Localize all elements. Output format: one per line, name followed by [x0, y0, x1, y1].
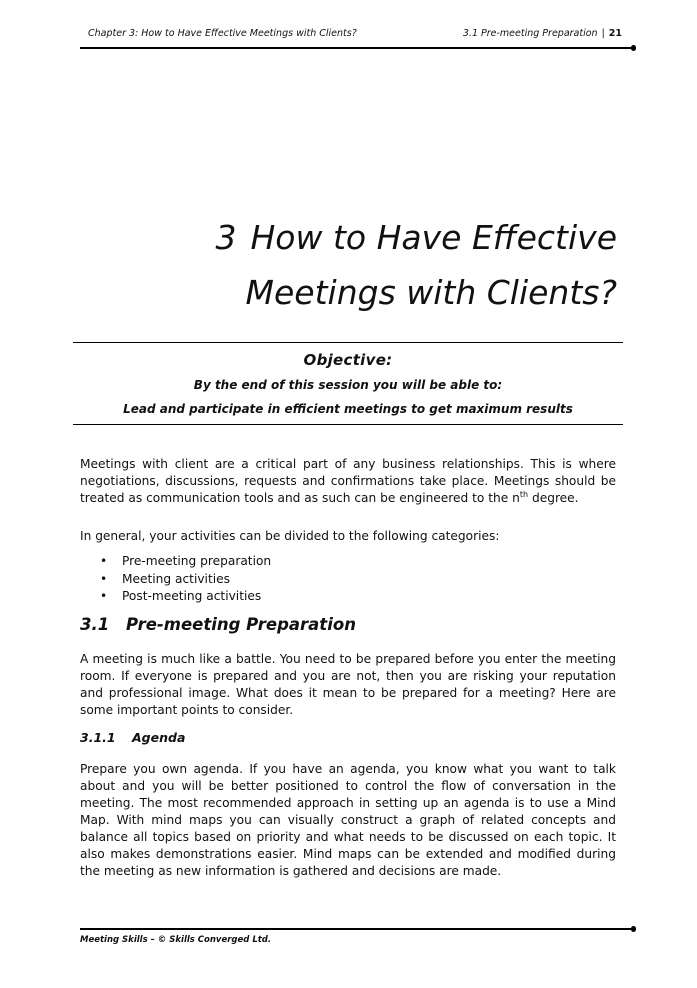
- header-rule: [80, 47, 633, 49]
- categories-list: [100, 553, 271, 606]
- header-rule-dot: [631, 45, 637, 51]
- list-item-text: Meeting activities: [122, 571, 230, 586]
- section-title: Pre-meeting Preparation: [126, 615, 356, 634]
- section-number: 3.1: [80, 615, 110, 634]
- categories-intro: In general, your activities can be divided to the following categories:: [80, 529, 500, 543]
- intro-paragraph: [80, 456, 616, 507]
- list-item-text: Pre-meeting preparation: [122, 554, 272, 568]
- header-separator: |: [601, 28, 605, 39]
- page-number: 21: [608, 28, 622, 39]
- section-heading: [80, 615, 356, 634]
- footer-rule: [80, 928, 633, 930]
- footer-rule-dot: [631, 926, 637, 932]
- subsection-title: Agenda: [132, 730, 186, 745]
- chapter-title: [77, 210, 617, 320]
- intro-paragraph-sup: th: [519, 489, 529, 499]
- objective-heading: Objective:: [303, 351, 393, 369]
- list-item: [100, 571, 271, 589]
- footer-text: Meeting Skills – © Skills Converged Ltd.: [80, 935, 272, 945]
- intro-paragraph-main: Meetings with client are a critical part of any business relationships. This is where negotiations, discussions, requests and confirmations take place. Meetings should be treated as communication tools and as such can be engineered to the n: [80, 457, 616, 505]
- bullet: •: [100, 554, 108, 568]
- chapter-title-line1: [77, 210, 617, 265]
- subsection-paragraph: Prepare you own agenda. If you have an agenda, you know what you want to talk about and you will be better positioned to control the flow of conversation in the meeting. The most recommended approach in setting up an agenda is to use a Mind Map. With mind maps you can visually construct a graph of related concepts and balance all topics based on priority and what needs to be discussed on each topic. It also makes demonstrations easier. Mind maps can be extended and modified during the meeting as new information is gathered and decisions are made.: [80, 762, 616, 878]
- list-item-text: Post-meeting activities: [122, 589, 262, 603]
- intro-paragraph-end: degree.: [528, 491, 579, 505]
- subsection-heading: [80, 730, 185, 745]
- objective-subheading: By the end of this session you will be able to:: [193, 378, 503, 392]
- chapter-title-text1: How to Have Effective: [250, 218, 617, 257]
- objective-top-rule: [73, 342, 623, 343]
- objective-goal: Lead and participate in efficient meetings to get maximum results: [123, 402, 573, 416]
- chapter-title-line2: Meetings with Clients?: [245, 273, 617, 312]
- header-section: 3.1 Pre-meeting Preparation: [462, 28, 598, 39]
- subsection-number: 3.1.1: [80, 730, 116, 745]
- chapter-number: 3: [215, 218, 237, 257]
- bullet: •: [100, 589, 108, 603]
- header-section-and-page: [463, 28, 622, 39]
- header-chapter: Chapter 3: How to Have Effective Meetings with Clients?: [88, 28, 357, 39]
- objective-bottom-rule: [73, 424, 623, 425]
- list-item: [100, 553, 271, 571]
- section-paragraph: A meeting is much like a battle. You need to be prepared before you enter the meeting room. If everyone is prepared and you are not, then you are risking your reputation and professional image. What does it mean to be prepared for a meeting? Here are some important points to consider.: [80, 652, 616, 717]
- bullet: •: [100, 571, 108, 586]
- list-item: [100, 588, 271, 606]
